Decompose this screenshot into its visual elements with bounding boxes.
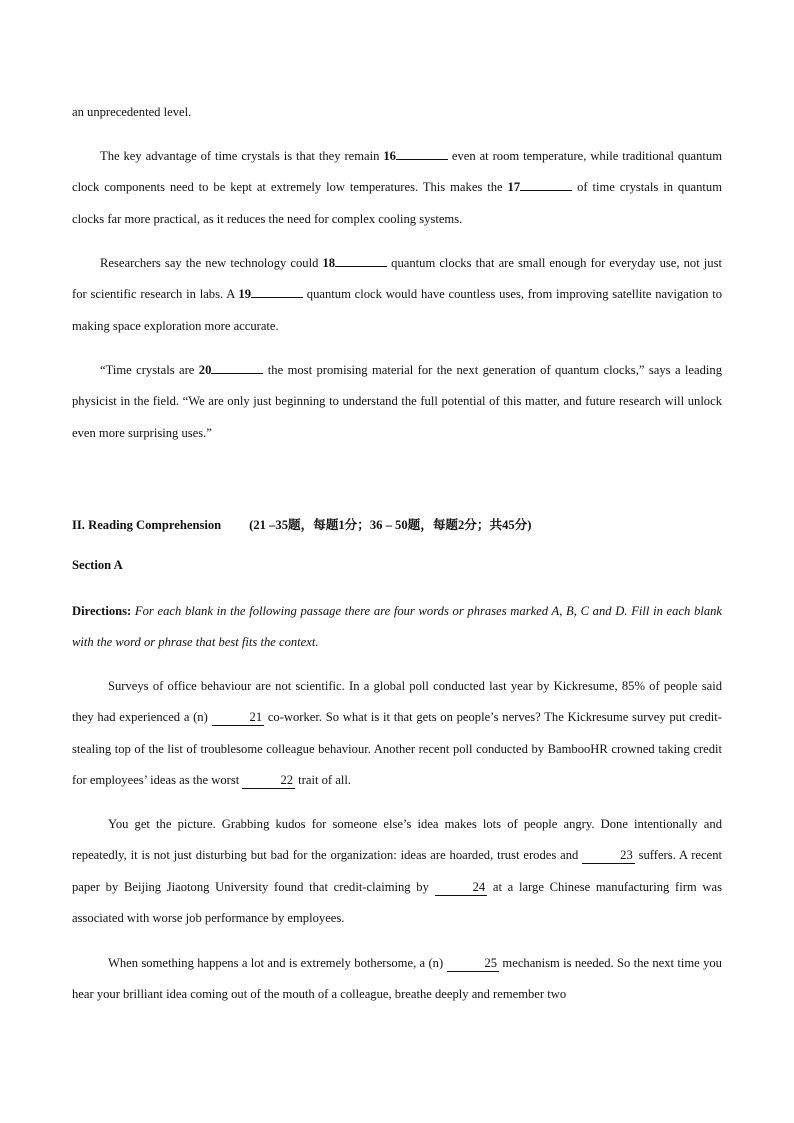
paragraph-text: Surveys of office behaviour are not scientific. In a global poll conducted last year by Kickresume, 85% of people said they had experienced a (n) [72, 679, 722, 725]
paragraph-text: at a large Chinese manufacturing firm was associated with worse job performance by employees. [72, 879, 722, 925]
answer-blank-17[interactable] [520, 190, 572, 191]
paragraph-text: When something happens a lot and is extremely bothersome, a (n) [108, 956, 447, 970]
paragraph-text: co-worker. So what is it that gets on people’s nerves? The Kickresume survey put credit-stealing top of the list of troublesome colleague behaviour. Another recent poll conducted by BambooHR crowned taking credit for employees’ ideas as the worst [72, 710, 723, 787]
answer-blank-25[interactable]: 25 [447, 956, 500, 972]
paragraph-text: You get the picture. Grabbing kudos for someone else’s idea makes lots of people angry. Done intentionally and repeatedly, it is not just disturbing but bad for the organization: ideas are hoarded, trust erodes and [72, 817, 722, 863]
paragraph-text: mechanism is needed. So the next time you hear your brilliant idea coming out of the mouth of a colleague, breathe deeply and remember two [72, 956, 722, 1002]
answer-blank-19[interactable] [251, 297, 303, 298]
paragraph-18-19 [72, 248, 722, 342]
question-number-19: 19 [238, 287, 252, 302]
answer-blank-21[interactable]: 21 [212, 710, 265, 726]
section-scoring: (21 –35题，每题1分；36 – 50题，每题2分；共45分) [249, 518, 532, 532]
paragraph-21-22 [72, 671, 722, 796]
question-number-18: 18 [322, 256, 336, 270]
answer-blank-22[interactable]: 22 [242, 773, 295, 789]
directions [72, 596, 722, 659]
answer-blank-20[interactable] [211, 373, 263, 374]
section-title: II. Reading Comprehension [72, 518, 222, 532]
paragraph-25 [72, 948, 722, 1011]
paragraph-23-24 [72, 809, 722, 934]
paragraph-text: “Time crystals are [100, 363, 199, 377]
question-number-16: 16 [383, 149, 396, 163]
section-heading [72, 514, 531, 533]
answer-blank-24[interactable]: 24 [435, 880, 488, 896]
section-a-label: Section A [72, 558, 123, 572]
question-number-17: 17 [507, 180, 521, 195]
paragraph-text: even at room temperature, while traditional quantum clock components need to be kept at extremely low temperatures. This makes the [72, 149, 723, 195]
question-number-20: 20 [198, 363, 212, 377]
answer-blank-16[interactable] [396, 159, 448, 160]
paragraph-text: Researchers say the new technology could [100, 256, 323, 270]
paragraph-text: suffers. A recent paper by Beijing Jiaotong University found that credit-claiming by [72, 848, 722, 894]
directions-label: Directions: [72, 604, 132, 618]
paragraph-text: of time crystals in quantum clocks far more practical, as it reduces the need for complex cooling systems. [72, 180, 722, 226]
paragraph-continuation [72, 97, 722, 128]
paragraph-text: the most promising material for the next generation of quantum clocks,” says a leading physicist in the field. “We are only just beginning to understand the full potential of this matter, and future research will unlock even more surprising uses.” [72, 363, 723, 440]
paragraph-16-17 [72, 141, 722, 235]
paragraph-text: trait of all. [295, 772, 351, 787]
paragraph-text: an unprecedented level. [72, 105, 192, 119]
paragraph-text: quantum clock would have countless uses, from improving satellite navigation to making space exploration more accurate. [72, 287, 722, 333]
answer-blank-18[interactable] [335, 266, 387, 267]
paragraph-20 [72, 355, 722, 449]
answer-blank-23[interactable]: 23 [582, 848, 635, 864]
paragraph-text: The key advantage of time crystals is that they remain [100, 149, 384, 163]
paragraph-text: quantum clocks that are small enough for everyday use, not just for scientific research in labs. A [72, 256, 722, 302]
directions-text: For each blank in the following passage there are four words or phrases marked A, B, C and D. Fill in each blank with the word or phrase that best fits the context. [72, 604, 722, 650]
